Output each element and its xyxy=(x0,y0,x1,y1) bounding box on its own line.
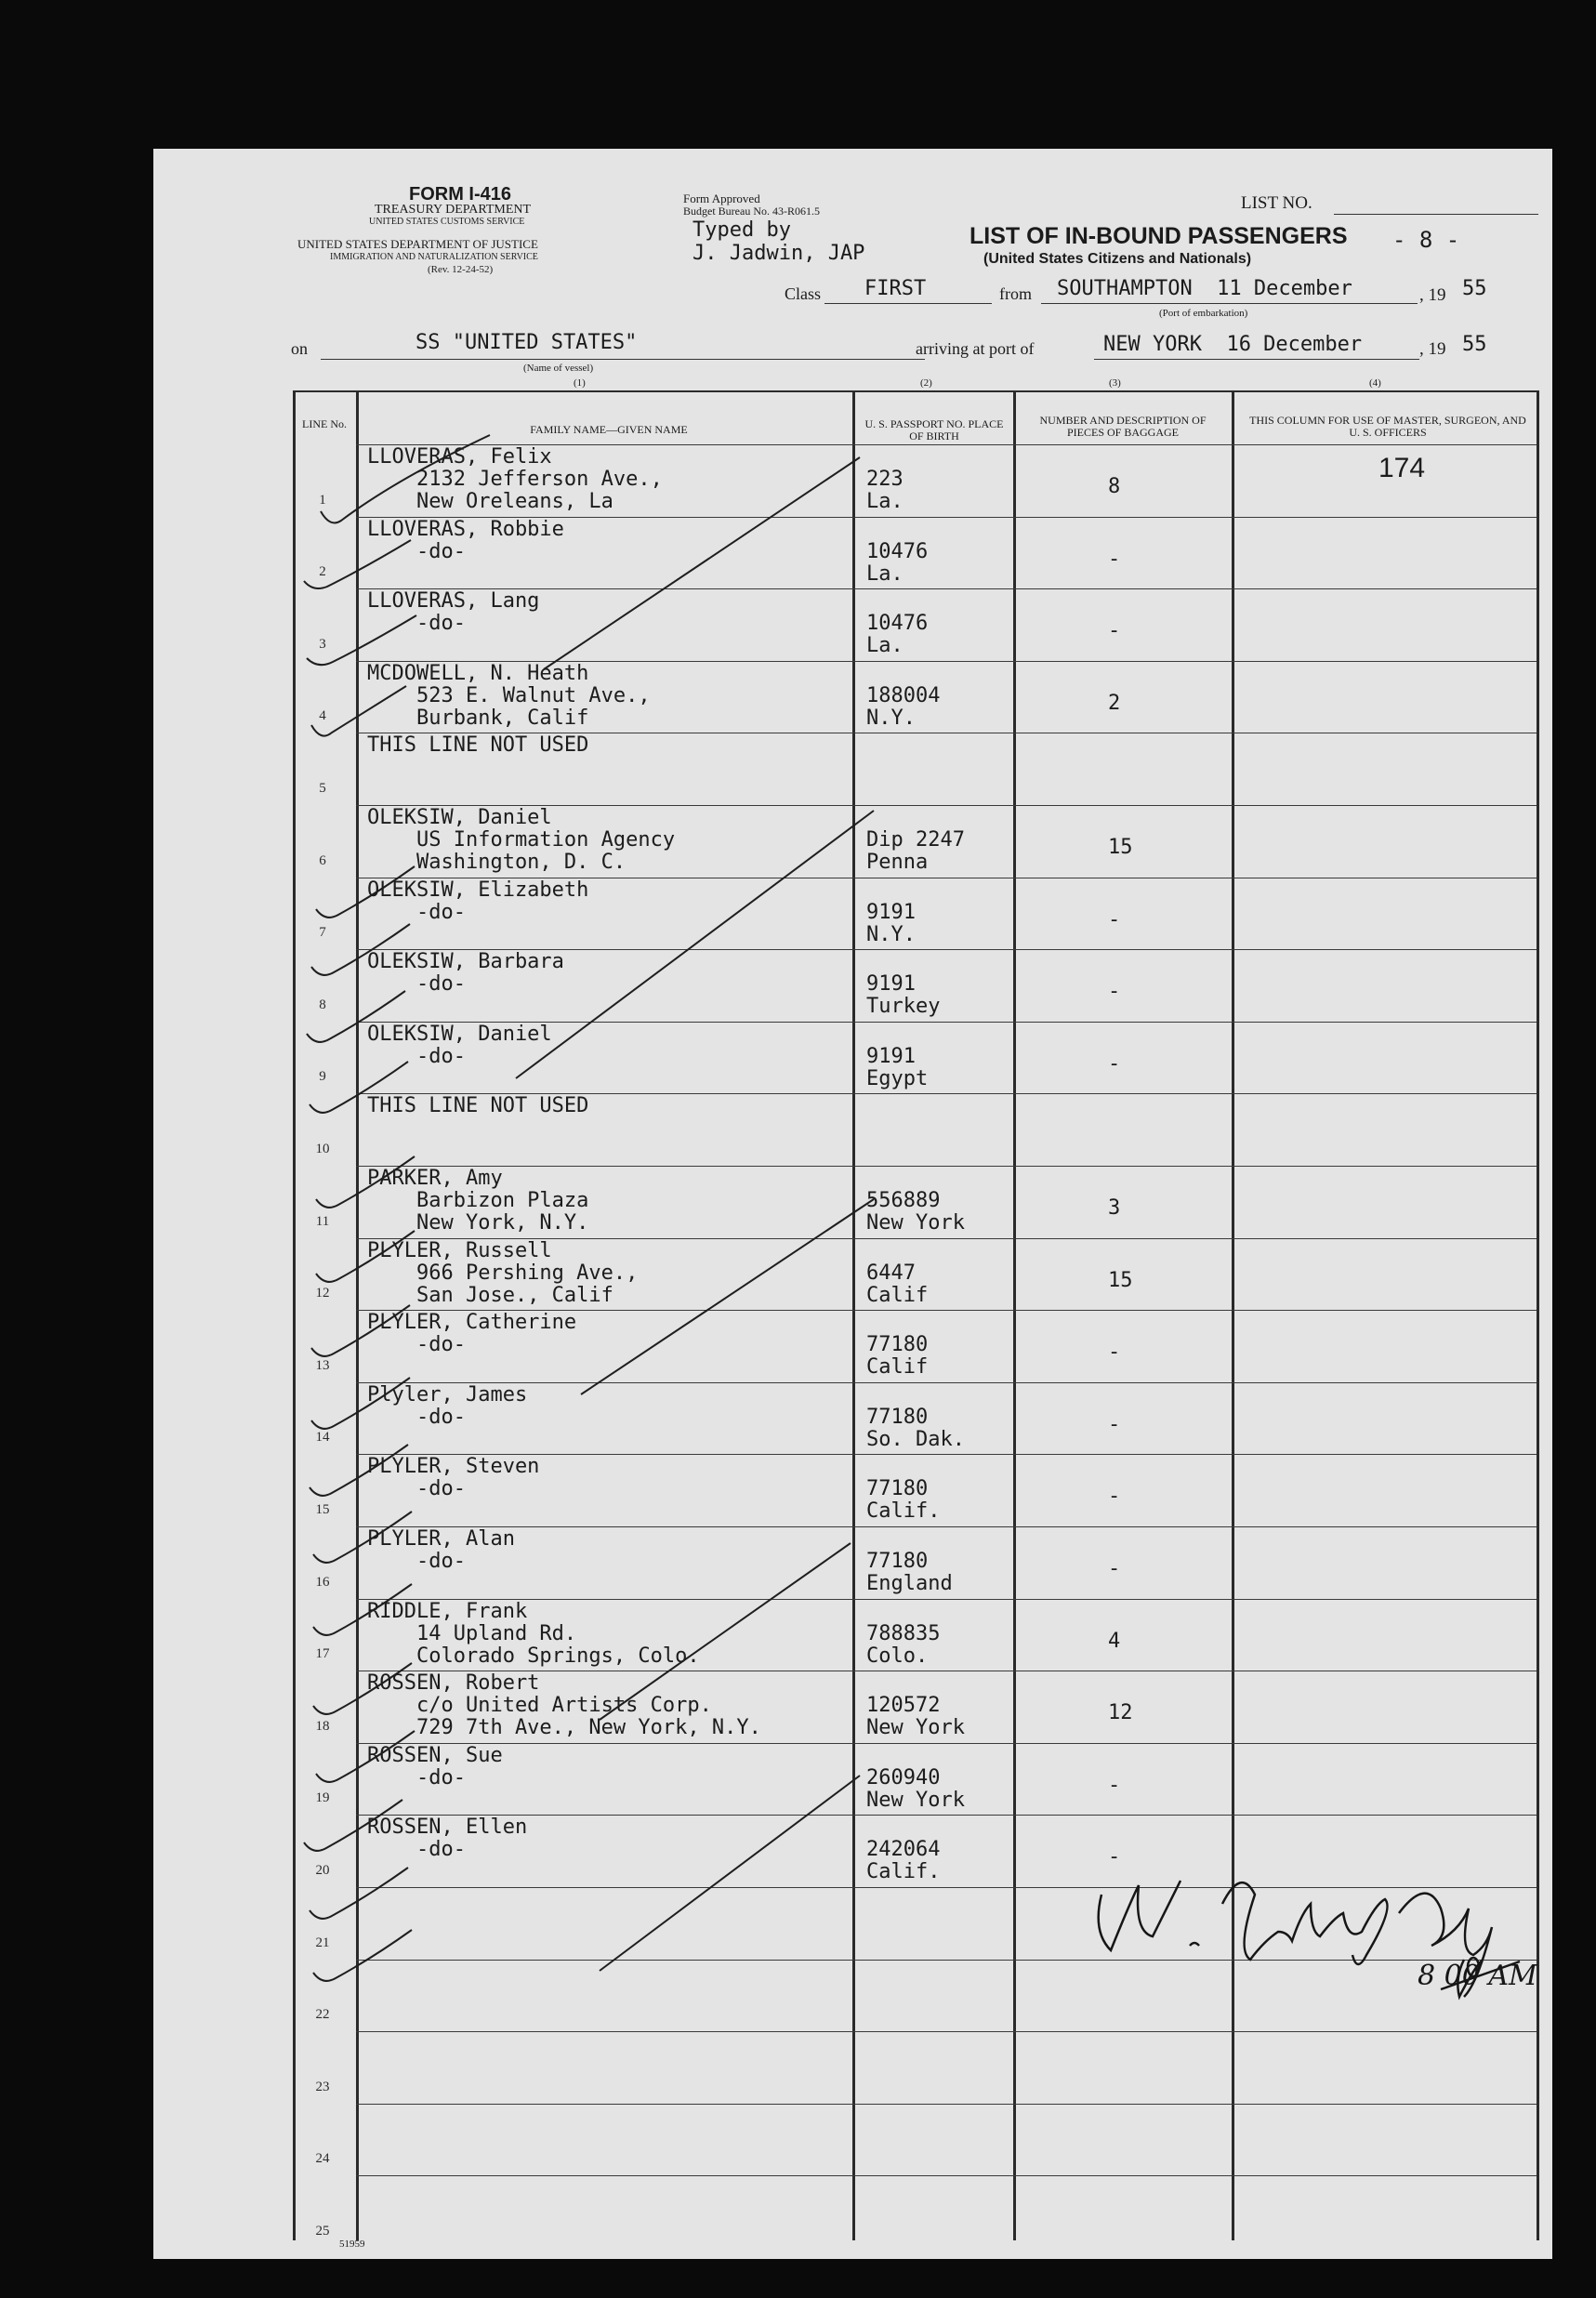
passport-birthplace: 188004 N.Y. xyxy=(866,684,941,730)
typed-by: Typed by xyxy=(692,218,791,242)
col2-number: (2) xyxy=(920,377,932,389)
on-label: on xyxy=(291,339,308,358)
check-mark xyxy=(311,686,406,736)
line-number: 22 xyxy=(315,2007,330,2022)
line-number: 23 xyxy=(315,2080,330,2094)
passport-birthplace: 77180 England xyxy=(866,1550,953,1595)
header-officers: THIS COLUMN FOR USE OF MASTER, SURGEON, AND U. S. OFFICERS xyxy=(1249,414,1526,439)
strike-line xyxy=(516,811,874,1078)
header-baggage: NUMBER AND DESCRIPTION OF PIECES OF BAGGAGE xyxy=(1039,414,1207,439)
baggage-count: 3 xyxy=(1108,1196,1121,1220)
baggage-count: - xyxy=(1108,908,1121,931)
passenger-name: OLEKSIW, Barbara -do- xyxy=(367,950,564,996)
passenger-name: LLOVERAS, Felix 2132 Jefferson Ave., New Oreleans, La xyxy=(367,445,663,513)
check-mark xyxy=(313,1930,412,1981)
baggage-count: - xyxy=(1108,1845,1121,1869)
passport-birthplace: 556889 New York xyxy=(866,1189,965,1235)
passenger-name: Plyler, James -do- xyxy=(367,1383,528,1429)
passport-birthplace: 10476 La. xyxy=(866,612,929,657)
baggage-count: - xyxy=(1108,1557,1121,1580)
year-prefix-2: , 19 xyxy=(1419,339,1446,359)
passenger-name: LLOVERAS, Lang -do- xyxy=(367,589,540,635)
line-number: 12 xyxy=(315,1286,330,1301)
passport-birthplace: 223 La. xyxy=(866,468,904,513)
baggage-count: - xyxy=(1108,1485,1121,1508)
baggage-count: 2 xyxy=(1108,692,1121,715)
baggage-count: 15 xyxy=(1108,1269,1133,1292)
header-name: FAMILY NAME—GIVEN NAME xyxy=(530,423,688,436)
passenger-name: LLOVERAS, Robbie -do- xyxy=(367,518,564,563)
arriving-label: arriving at port of xyxy=(916,339,1035,358)
baggage-count: 8 xyxy=(1108,475,1121,498)
check-mark xyxy=(316,1731,415,1782)
passport-birthplace: 10476 La. xyxy=(866,540,929,586)
passport-birthplace: 77180 So. Dak. xyxy=(866,1406,965,1451)
check-mark xyxy=(313,1663,412,1714)
year-prefix-1: , 19 xyxy=(1419,285,1446,305)
strike-line xyxy=(600,1543,851,1720)
rev-label: (Rev. 12-24-52) xyxy=(428,264,494,275)
passport-birthplace: 9191 Egypt xyxy=(866,1045,929,1090)
check-mark xyxy=(310,1062,408,1113)
form-number: FORM I-416 xyxy=(409,184,512,205)
vessel-name: SS "UNITED STATES" xyxy=(415,331,638,354)
form-title: LIST OF IN-BOUND PASSENGERS xyxy=(969,223,1348,249)
officer-use: 174 xyxy=(1378,453,1426,483)
check-mark xyxy=(316,1231,415,1282)
list-no-label: LIST NO. xyxy=(1241,193,1312,213)
check-mark xyxy=(321,435,490,522)
baggage-count: - xyxy=(1108,1340,1121,1364)
line-number: 20 xyxy=(315,1863,330,1878)
form-subtitle: (United States Citizens and Nationals) xyxy=(983,251,1252,267)
typist: J. Jadwin, JAP xyxy=(692,242,865,265)
line-number: 18 xyxy=(315,1719,330,1734)
passenger-name: PLYLER, Catherine -do- xyxy=(367,1311,577,1356)
line-number: 5 xyxy=(319,781,326,796)
passenger-name: OLEKSIW, Daniel -do- xyxy=(367,1023,552,1068)
check-mark xyxy=(313,1584,412,1635)
col3-number: (3) xyxy=(1109,377,1121,389)
port-embark-note: (Port of embarkation) xyxy=(1159,308,1248,319)
treasury-label: TREASURY DEPARTMENT xyxy=(375,203,532,217)
line-number: 1 xyxy=(319,493,326,508)
passport-birthplace: 242064 Calif. xyxy=(866,1838,941,1883)
strike-line xyxy=(544,457,860,669)
line-number: 19 xyxy=(315,1790,330,1805)
check-mark xyxy=(311,1305,410,1356)
passenger-name: MCDOWELL, N. Heath 523 E. Walnut Ave., Burbank, Calif xyxy=(367,662,651,730)
line-number: 11 xyxy=(315,1214,330,1229)
check-mark xyxy=(311,924,410,975)
passenger-name: OLEKSIW, Elizabeth -do- xyxy=(367,878,589,924)
passport-birthplace: Dip 2247 Penna xyxy=(866,828,965,874)
passenger-name: RIDDLE, Frank 14 Upland Rd. Colorado Springs, Colo. xyxy=(367,1600,700,1668)
printer-number: 51959 xyxy=(339,2239,365,2250)
line-number: 21 xyxy=(315,1935,330,1950)
line-number: 8 xyxy=(319,997,326,1012)
check-mark xyxy=(311,1378,410,1429)
vessel-note: (Name of vessel) xyxy=(523,363,594,374)
line-number: 25 xyxy=(315,2224,330,2239)
check-mark xyxy=(307,615,416,665)
passport-birthplace: 77180 Calif. xyxy=(866,1477,941,1523)
inspector-signature xyxy=(1083,1857,1538,2006)
passport-birthplace: 120572 New York xyxy=(866,1694,965,1739)
passenger-name: ROSSEN, Ellen -do- xyxy=(367,1816,528,1861)
year-2: 55 xyxy=(1462,333,1487,356)
check-mark xyxy=(304,540,411,588)
baggage-count: 4 xyxy=(1108,1630,1121,1653)
line-number: 16 xyxy=(315,1575,330,1590)
line-number: 4 xyxy=(319,708,326,723)
baggage-count: - xyxy=(1108,1774,1121,1797)
passenger-name: THIS LINE NOT USED xyxy=(367,1094,589,1117)
line-number: 17 xyxy=(315,1646,330,1661)
baggage-count: 12 xyxy=(1108,1701,1133,1724)
passenger-name: ROSSEN, Robert c/o United Artists Corp. 729 7th Ave., New York, N.Y. xyxy=(367,1671,761,1739)
passenger-name: THIS LINE NOT USED xyxy=(367,733,589,757)
line-number: 3 xyxy=(319,637,326,652)
baggage-count: 15 xyxy=(1108,836,1133,859)
line-number: 7 xyxy=(319,925,326,940)
check-mark xyxy=(310,1445,408,1496)
line-number: 9 xyxy=(319,1069,326,1084)
line-number: 24 xyxy=(315,2151,330,2166)
arrival-value: NEW YORK 16 December xyxy=(1103,333,1363,356)
passport-birthplace: 788835 Colo. xyxy=(866,1622,941,1668)
manifest-page xyxy=(153,149,1552,2259)
page-marker: - 8 - xyxy=(1392,227,1460,253)
budget-bureau: Budget Bureau No. 43-R061.5 xyxy=(683,205,820,218)
baggage-count: - xyxy=(1108,1052,1121,1076)
col4-number: (4) xyxy=(1369,377,1381,389)
line-number: 13 xyxy=(315,1358,330,1373)
justice-label: UNITED STATES DEPARTMENT OF JUSTICE xyxy=(297,237,538,251)
passport-birthplace: 260940 New York xyxy=(866,1766,965,1812)
check-mark xyxy=(316,866,415,918)
passport-birthplace: 6447 Calif xyxy=(866,1261,929,1307)
check-mark xyxy=(316,1156,415,1208)
line-number: 15 xyxy=(315,1502,330,1517)
baggage-count: - xyxy=(1108,980,1121,1003)
passenger-name: PARKER, Amy Barbizon Plaza New York, N.Y. xyxy=(367,1167,589,1235)
embark-value: SOUTHAMPTON 11 December xyxy=(1057,277,1352,300)
check-mark xyxy=(310,1868,408,1919)
signature-time: 8 00 AM xyxy=(1418,1960,1537,1992)
passport-birthplace: 9191 Turkey xyxy=(866,972,941,1018)
passenger-name: ROSSEN, Sue -do- xyxy=(367,1744,503,1790)
class-value: FIRST xyxy=(864,277,927,300)
passport-birthplace: 77180 Calif xyxy=(866,1333,929,1379)
ins-label: IMMIGRATION AND NATURALIZATION SERVICE xyxy=(330,252,538,262)
line-number: 14 xyxy=(315,1430,330,1445)
check-mark xyxy=(307,991,405,1042)
form-approved: Form Approved xyxy=(683,192,760,205)
line-number: 2 xyxy=(319,564,326,579)
strike-line xyxy=(581,1199,874,1394)
from-label: from xyxy=(999,284,1032,303)
header-line-no: LINE No. xyxy=(302,417,347,430)
passport-birthplace: 9191 N.Y. xyxy=(866,901,916,946)
header-passport: U. S. PASSPORT NO. PLACE OF BIRTH xyxy=(864,417,1004,442)
line-number: 6 xyxy=(319,853,326,868)
baggage-count: - xyxy=(1108,619,1121,642)
line-number: 10 xyxy=(315,1142,330,1156)
passenger-name: OLEKSIW, Daniel US Information Agency Washington, D. C. xyxy=(367,806,676,874)
passenger-name: PLYLER, Alan -do- xyxy=(367,1527,515,1573)
passenger-name: PLYLER, Russell 966 Pershing Ave., San Jose., Calif xyxy=(367,1239,639,1307)
col1-number: (1) xyxy=(574,377,586,389)
check-mark xyxy=(313,1512,412,1563)
baggage-count: - xyxy=(1108,1413,1121,1436)
check-mark xyxy=(304,1800,402,1851)
passenger-name: PLYLER, Steven -do- xyxy=(367,1455,540,1500)
customs-label: UNITED STATES CUSTOMS SERVICE xyxy=(369,217,525,227)
baggage-count: - xyxy=(1108,548,1121,571)
class-label: Class xyxy=(785,284,822,303)
year-1: 55 xyxy=(1462,277,1487,300)
strike-line xyxy=(600,1776,860,1971)
